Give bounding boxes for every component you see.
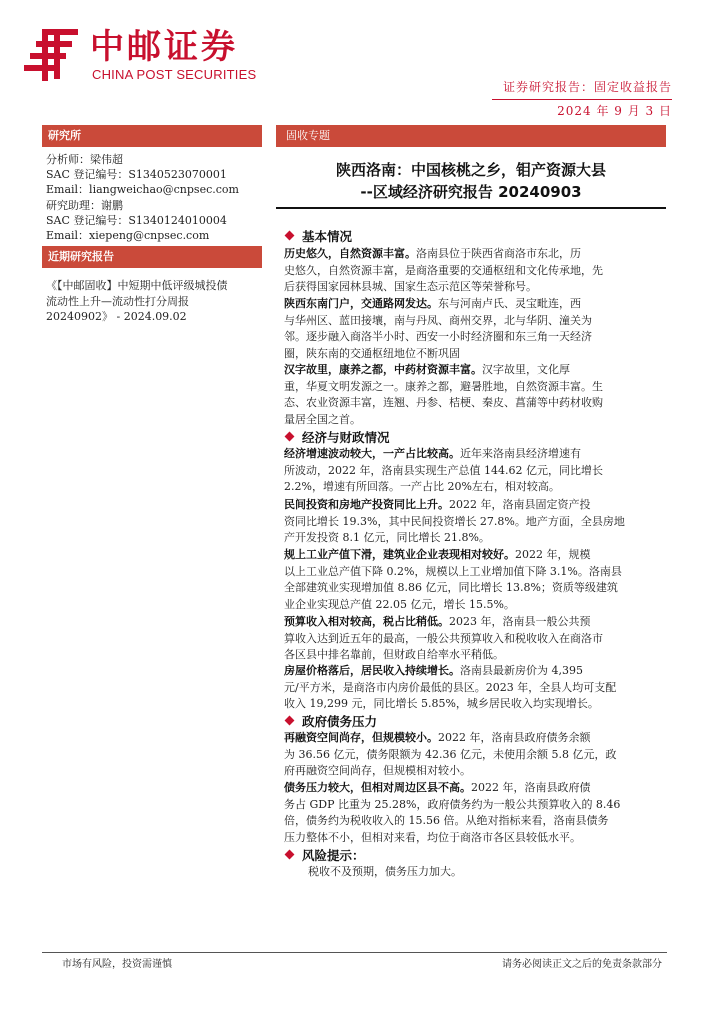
report-subtitle: --区域经济研究报告 20240903 [360, 183, 582, 201]
bullet-diamond-icon [285, 231, 295, 241]
brand-name-cn: 中邮证券 [90, 27, 238, 67]
bullet-diamond-icon [285, 716, 295, 726]
paragraph-growth: 经济增速波动较大，一产占比较高。近年来洛南县经济增速有 所波动，2022 年，洛南县实现生产总值 144.62 亿元，同比增长 2.2%，增速有所回落。一产占比 20%左右，相对较高。 [284, 447, 603, 493]
brand-name-en: CHINA POST SECURITIES [92, 67, 257, 82]
paragraph-transport: 陕西东南门户，交通路网发达。东与河南卢氏、灵宝毗连，西 与华州区、蓝田接壤，南与丹凤、商州交界，北与华阴、潼关为 邻。逐步融入商洛半小时、西安一小时经济圈和东三角一天经济 圈，陕东南的交通枢纽地位不断巩固 [284, 297, 592, 360]
paragraph-refinancing: 再融资空间尚存，但规模较小。2022 年，洛南县政府债务余额 为 36.56 亿元，债务限额为 42.36 亿元，未使用余额 5.8 亿元，政 府再融资空间尚存，但规模相对较小。 [284, 731, 617, 777]
recent-report-link[interactable] [46, 278, 268, 325]
section-heading-risk: 风险提示： [286, 848, 365, 864]
research-institute-heading: 研究所 [42, 125, 262, 147]
analyst-email[interactable]: Email：xiepeng@cnpsec.com [46, 229, 210, 243]
report-date: 2024 年 9 月 3 日 [557, 104, 672, 118]
header-divider [492, 99, 672, 100]
recent-report-line: 流动性上升—流动性打分周报 [46, 294, 189, 308]
section-heading-basic: 基本情况 [286, 229, 352, 245]
bullet-diamond-icon [285, 432, 295, 442]
recent-report-line: 《【中邮固收】中短期中低评级城投债 [46, 279, 228, 292]
paragraph-industry: 规上工业产值下滑，建筑业企业表现相对较好。2022 年，规模 以上工业总产值下降 0.2%，规模以上工业增加值下降 3.1%。洛南县 全部建筑业实现增加值 8.86 亿元，同比增长 13.8%；资质等级建筑 业企业实现总产值 22.05 亿元，增长 15.5%。 [284, 548, 622, 611]
paragraph-debt-pressure: 债务压力较大，但相对周边区县不高。2022 年，洛南县政府债 务占 GDP 比重为 25.28%，政府债务约为一般公共预算收入的 8.46 倍，债务约为税收收入的 15.56 倍。从绝对指标来看，洛南县债务 压力整体不小，但相对来看，均位于商洛市各区县较低水平。 [284, 781, 621, 844]
title-divider [276, 207, 666, 209]
bullet-diamond-icon [285, 850, 295, 860]
paragraph-history: 历史悠久，自然资源丰富。洛南县位于陕西省商洛市东北，历 史悠久，自然资源丰富，是商洛重要的交通枢纽和文化传承地，先 后获得国家园林县城、国家生态示范区等荣誉称号。 [284, 247, 603, 293]
analyst-line: 分析师：梁伟超 [46, 153, 123, 166]
recent-reports-heading: 近期研究报告 [42, 246, 262, 268]
analyst-line: SAC 登记编号：S1340124010004 [46, 213, 227, 227]
footer-divider [42, 952, 667, 953]
paragraph-risk: 税收不及预期，债务压力加大。 [308, 865, 462, 878]
china-post-logo-icon [22, 29, 80, 85]
analyst-email[interactable]: Email：liangweichao@cnpsec.com [46, 183, 239, 197]
paragraph-culture: 汉字故里，康养之都，中药材资源丰富。汉字故里，文化厚 重，华夏文明发源之一。康养之都，避暑胜地，自然资源丰富。生 态、农业资源丰富，连翘、丹参、桔梗、秦皮、菖蒲等中药材收购 量居全国之首。 [284, 363, 603, 426]
section-heading-economy: 经济与财政情况 [286, 430, 390, 446]
recent-report-line: 20240902》 - 2024.09.02 [46, 310, 187, 323]
footer-disclaimer-notice: 请务必阅读正文之后的免责条款部分 [502, 959, 662, 970]
footer-risk-notice: 市场有风险，投资需谨慎 [62, 959, 172, 970]
analyst-line: 研究助理：谢鹏 [46, 198, 123, 212]
section-heading-debt: 政府债务压力 [286, 714, 377, 730]
report-title: 陕西洛南：中国核桃之乡，钼产资源大县 [335, 161, 606, 179]
paragraph-budget: 预算收入相对较高，税占比稍低。2023 年，洛南县一般公共预 算收入达到近五年的最高，一般公共预算收入和税收收入在商洛市 各区县中排名靠前，但财政自给率水平稍低。 [284, 615, 603, 661]
paragraph-housing: 房屋价格落后，居民收入持续增长。洛南县最新房价为 4,395 元/平方米，是商洛市内房价最低的县区。2023 年，全县人均可支配 收入 19,299 元，同比增长 5.85%，城乡居民收入均实现增长。 [284, 664, 617, 710]
report-category: 证券研究报告：固定收益报告 [502, 80, 672, 94]
analyst-info [46, 152, 262, 243]
paragraph-investment: 民间投资和房地产投资同比上升。2022 年，洛南县固定资产投 资同比增长 19.3%，其中民间投资增长 27.8%。地产方面，全县房地 产开发投资 8.1 亿元，同比增长 21.8%。 [284, 498, 625, 544]
report-type-tag: 固收专题 [276, 125, 666, 147]
analyst-line: SAC 登记编号：S1340523070001 [46, 168, 227, 182]
